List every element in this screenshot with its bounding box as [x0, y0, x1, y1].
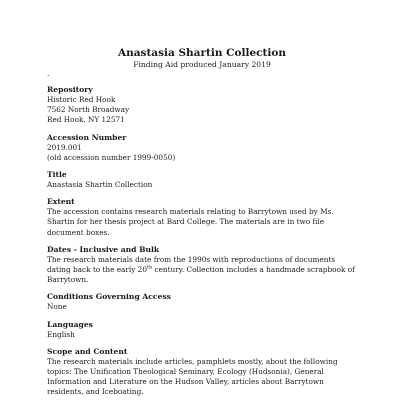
- scope-heading: Scope and Content: [47, 346, 128, 356]
- dates-text-after: century. Collection includes a handmade scrapbook of Barrytown.: [47, 265, 355, 285]
- accession-heading: Accession Number: [47, 132, 127, 142]
- accession-section: [47, 133, 357, 163]
- scope-section: [47, 347, 357, 398]
- dates-text-before: The research materials date from the 1990s with reproductions of documents dating back to the early 20: [47, 254, 336, 275]
- title-text: Anastasia Shartin Collection: [47, 180, 153, 190]
- accession-line: 2019.001: [47, 142, 82, 152]
- languages-text: English: [47, 329, 75, 339]
- document-title: Anastasia Shartin Collection: [117, 47, 287, 59]
- repository-line: 7562 North Broadway: [47, 105, 130, 115]
- extent-section: [47, 197, 357, 238]
- dates-superscript: th: [146, 264, 153, 271]
- access-heading: Conditions Governing Access: [47, 292, 171, 302]
- repository-line: Red Hook, NY 12571: [47, 115, 125, 125]
- stray-dot: .: [47, 69, 50, 78]
- access-section: [47, 292, 357, 312]
- scope-text: The research materials include articles, pamphlets mostly, about the following topics: The Unification Theological Seminary, Ecology (Hudsonia), General Information and Literature on the Hudson Valley, articles about Barrytown residents, and Iceboating.: [47, 356, 338, 397]
- repository-heading: Repository: [47, 85, 93, 94]
- languages-section: [47, 320, 357, 340]
- finding-aid-page: [47, 47, 357, 405]
- title-section: [47, 170, 357, 190]
- repository-section: [47, 85, 357, 126]
- repository-line: Historic Red Hook: [47, 95, 116, 104]
- document-subtitle: Finding Aid produced January 2019: [133, 60, 271, 69]
- dates-section: [47, 245, 357, 286]
- extent-heading: Extent: [47, 197, 75, 207]
- dates-heading: Dates - Inclusive and Bulk: [47, 244, 160, 254]
- dates-text: [47, 255, 357, 286]
- accession-line: (old accession number 1999-0050): [47, 152, 176, 162]
- title-heading: Title: [47, 170, 67, 180]
- extent-text: The accession contains research materials relating to Barrytown used by Ms. Shartin for her thesis project at Bard College. The materials are in two file document boxes.: [47, 207, 334, 237]
- access-text: None: [47, 302, 67, 312]
- languages-heading: Languages: [47, 319, 93, 329]
